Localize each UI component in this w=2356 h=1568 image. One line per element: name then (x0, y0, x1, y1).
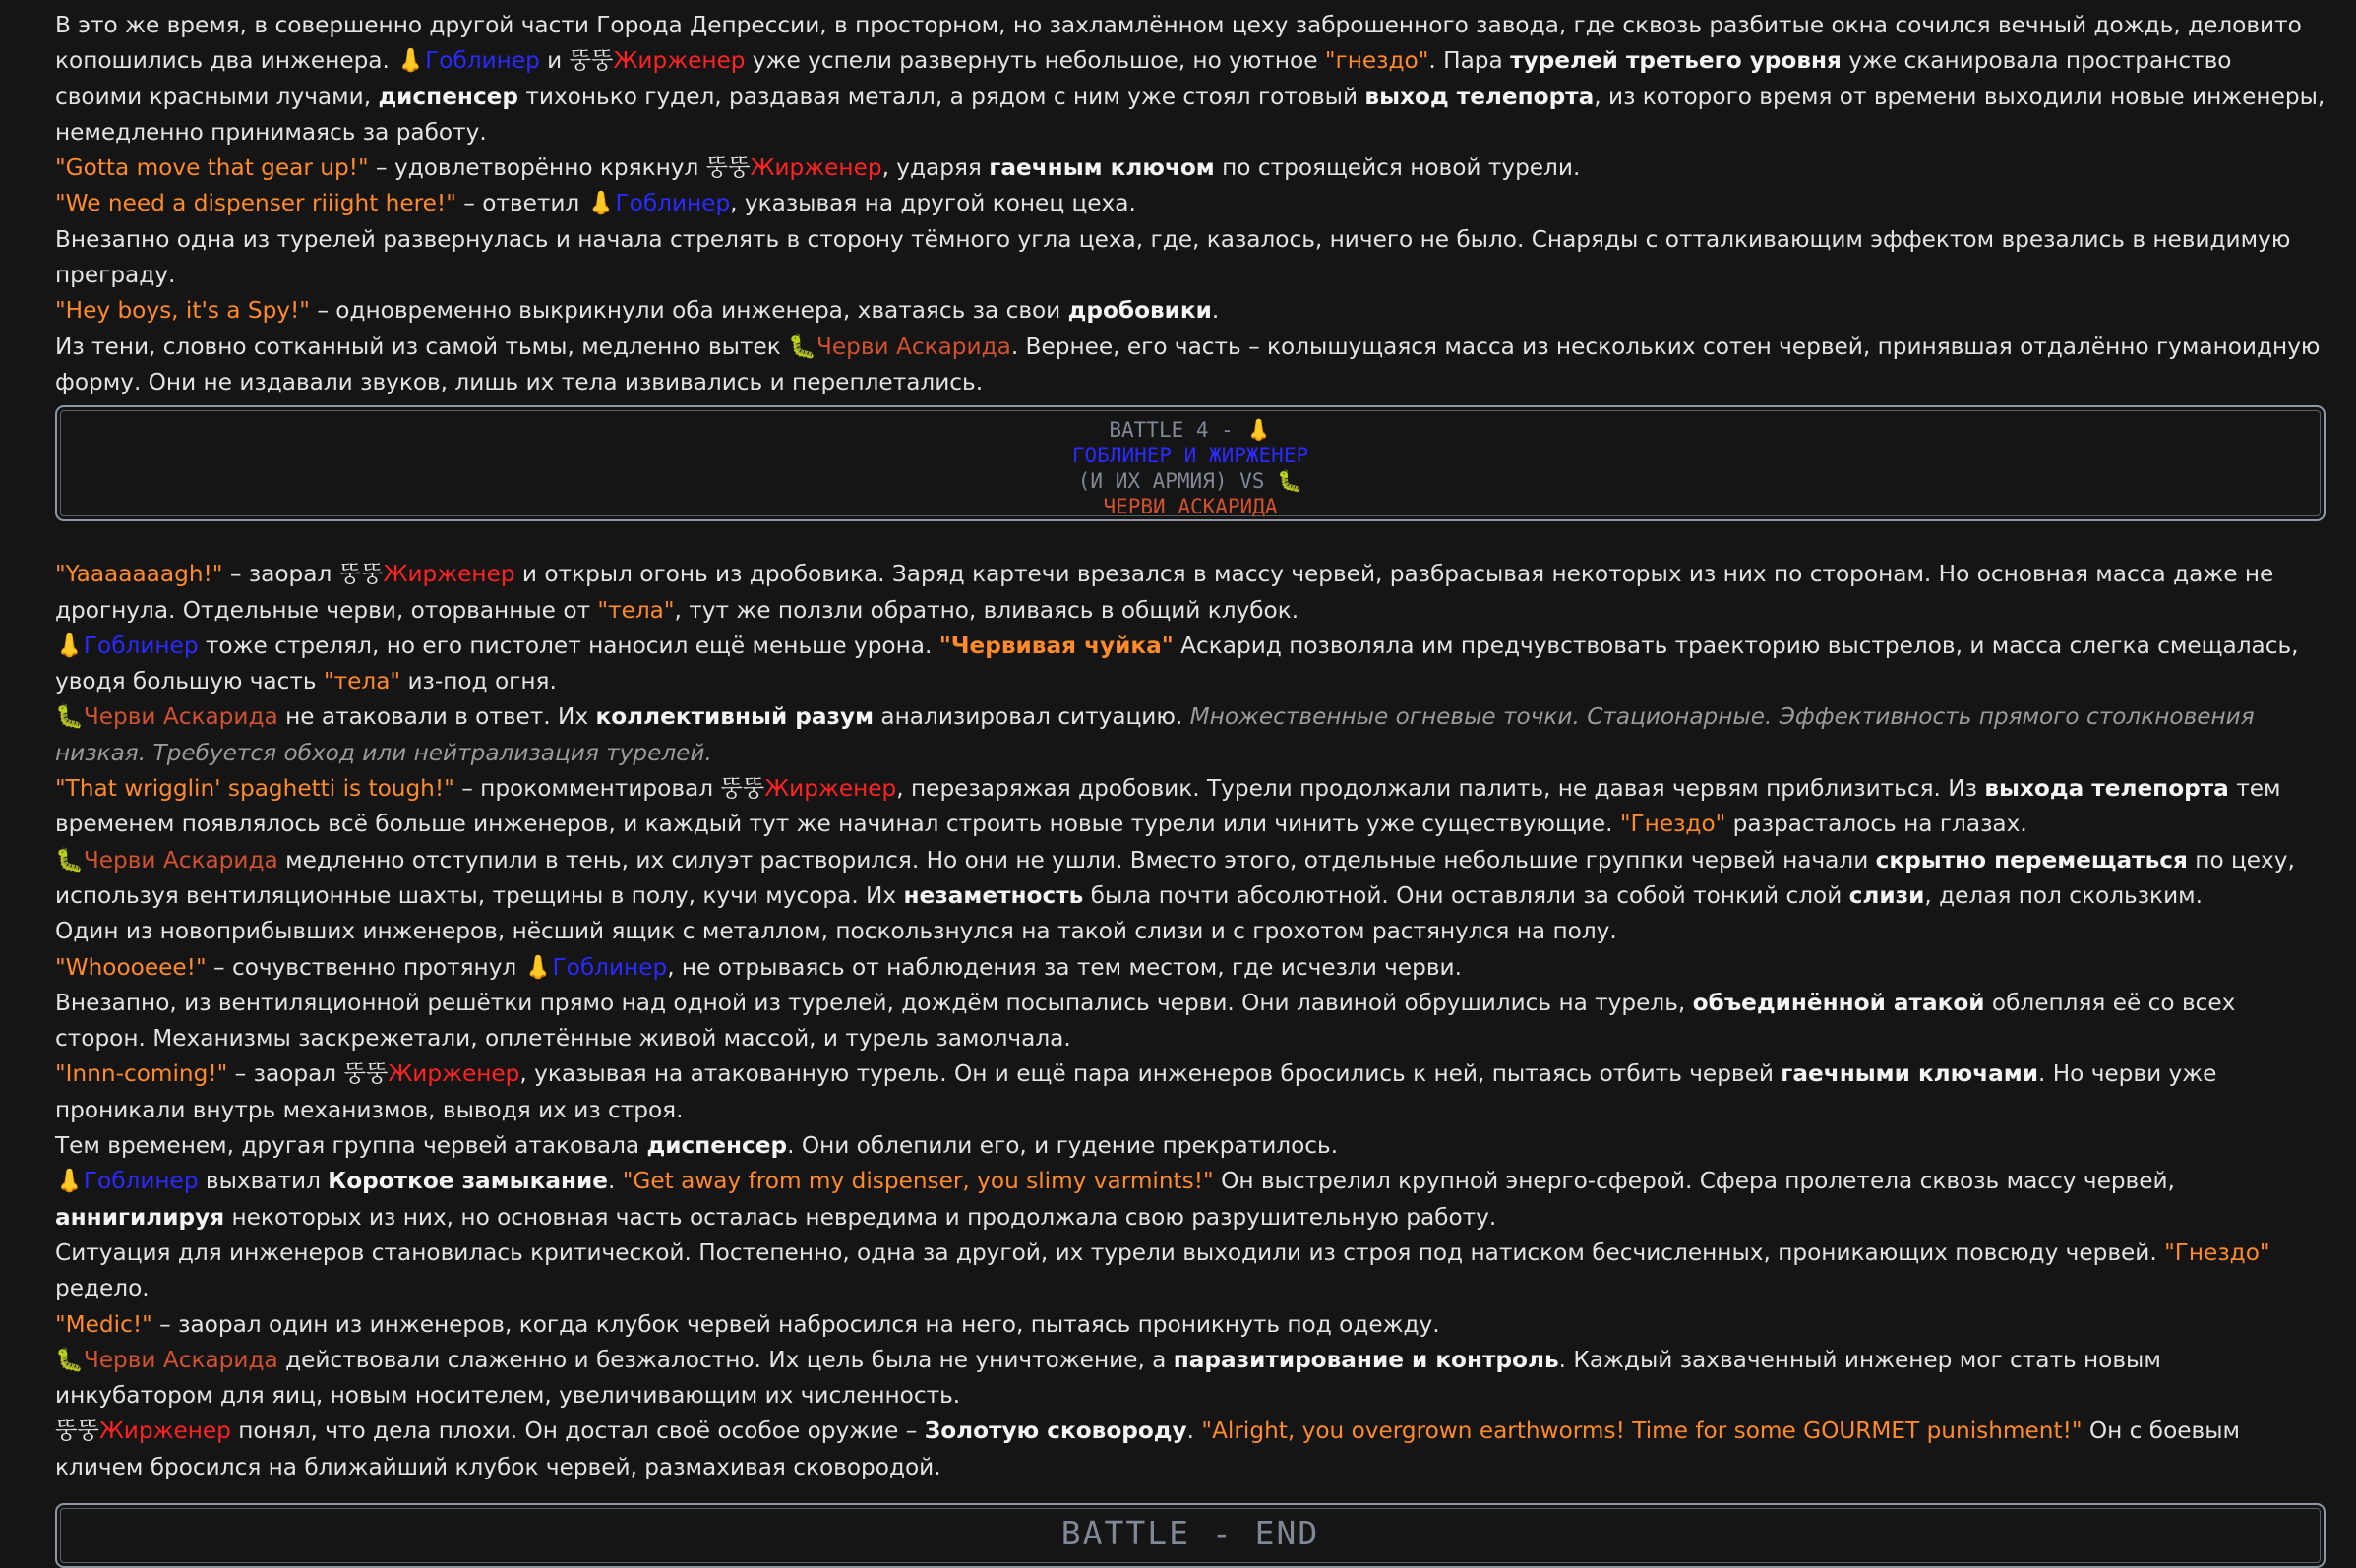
zhirzhener-name: Жирженер (613, 47, 746, 75)
goblin-icon: 👃 (396, 47, 426, 75)
narration: некоторых из них, но основная часть осталась невредима и продолжала свою разрушительную работу. (224, 1203, 1497, 1231)
worms-name: Черви Аскарида (83, 703, 278, 731)
narration: – одновременно выкрикнули оба инженера, хватаясь за свои (309, 297, 1068, 325)
zhirzhener-icon: 뚱뚱 (720, 775, 765, 803)
quote: "Гнездо" (2164, 1238, 2270, 1266)
goblinzhener-name: Гоблинер (615, 190, 731, 217)
goblin-icon: 👃 (586, 190, 616, 217)
quote: "We need a dispenser riiight here!" (55, 190, 456, 217)
narration: Внезапно, из вентиляционной решётки прямо над одной из турелей, дождём посыпались черви. Они лавиной обрушились на турель, (55, 989, 1693, 1016)
bold-term: коллективный разум (595, 703, 875, 731)
narration: уже сканировала пространство своими красными лучами, (55, 47, 2232, 110)
zhirzhener-icon: 뚱뚱 (569, 47, 614, 75)
narration: и (539, 47, 570, 75)
narration: Он с боевым кличем бросился на ближайший клубок червей, размахивая сковородой. (55, 1417, 2241, 1480)
narration: – заорал (227, 1060, 344, 1088)
narration: . Вернее, его часть – колышущаяся масса из нескольких сотен червей, принявшая отдалённо гуманоидную форму. Они не издавали звуков, лишь их тела извивались и переплетались. (55, 332, 2321, 395)
zhirzhener-icon: 뚱뚱 (705, 154, 751, 182)
narration: , делая пол скользким. (1924, 881, 2203, 909)
narration: , тут же ползли обратно, вливаясь в общий клубок. (674, 596, 1299, 624)
narration: В это же время, в совершенно другой части Города Депрессии, в просторном, но захламлённом цеху заброшенного завода, где сквозь разбитые окна сочился вечный дождь, деловито копошились два инженера. (55, 12, 2302, 75)
bold-term: диспенсер (646, 1132, 788, 1160)
paragraph: Один из новоприбывших инженеров, нёсший ящик с металлом, поскользнулся на такой слизи и с грохотом растянулся на полу. (55, 918, 1617, 945)
bold-term: дробовики (1067, 297, 1212, 325)
paragraph (55, 186, 2326, 221)
paragraph (55, 1307, 2326, 1343)
narration: по цеху, используя вентиляционные шахты, трещины в полу, кучи мусора. Их (55, 846, 2295, 909)
paragraph (55, 293, 2326, 329)
battle-start-banner (55, 405, 2326, 521)
narration: Из тени, словно сотканный из самой тьмы, медленно вытек (55, 332, 789, 360)
bold-term: выход телепорта (1364, 83, 1595, 110)
narration: , перезаряжая дробовик. Турели продолжали палить, не давая червям приблизиться. Из (896, 775, 1985, 803)
narration: . Пара (1428, 47, 1511, 75)
narration: понял, что дела плохи. Он достал своё особое оружие – (230, 1417, 925, 1445)
quote: "Yaaaaaaagh!" (55, 561, 223, 588)
battle-label: (И ИХ АРМИЯ) VS (1077, 469, 1278, 494)
goblinzhener-name: Гоблинер (83, 1168, 199, 1195)
bold-term: аннигилируя (55, 1203, 225, 1231)
quote: "Gotta move that gear up!" (55, 154, 369, 182)
bold-term: Золотую сковороду (924, 1417, 1187, 1445)
narration: редело. (55, 1275, 150, 1302)
narration: анализировал ситуацию. (874, 703, 1190, 731)
goblinzhener-name: Гоблинер (83, 632, 199, 659)
narration: тихонько гудел, раздавая металл, а рядом с ним уже стоял готовый (518, 83, 1365, 110)
paragraph (55, 151, 2326, 186)
narration: . Но черви уже проникали внутрь механизмов, выводя их из строя. (55, 1060, 2217, 1123)
paragraph (55, 629, 2326, 700)
narration: разрасталось на глазах. (1725, 811, 2027, 838)
narration: , ударяя (881, 154, 990, 182)
quote: "Гнездо" (1619, 811, 1726, 838)
worm-icon: 🐛 (788, 332, 816, 360)
narration: , не отрываясь от наблюдения за тем местом, где исчезли черви. (667, 953, 1462, 981)
bold-term: незаметность (903, 881, 1084, 909)
narration: . (1186, 1417, 1202, 1445)
zhirzhener-name: Жирженер (388, 1060, 520, 1088)
bold-term: слизи (1848, 881, 1925, 909)
goblinzhener-name: Гоблинер (552, 953, 668, 981)
bold-term: объединённой атакой (1692, 989, 1985, 1016)
quote: "тела" (323, 668, 401, 695)
narration: не атаковали в ответ. Их (277, 703, 596, 731)
goblinzhener-name: Гоблинер (425, 47, 540, 75)
bold-term: диспенсер (378, 83, 519, 110)
narration: Тем временем, другая группа червей атаковала (55, 1132, 647, 1160)
battle-title-line (57, 417, 2324, 443)
paragraph (55, 950, 2326, 986)
narration: из-под огня. (400, 668, 557, 695)
paragraph (55, 330, 2326, 401)
worms-name: Черви Аскарида (83, 846, 278, 874)
bold-term: паразитирование и контроль (1173, 1346, 1559, 1373)
narration: . Они облепили его, и гудение прекратилось. (787, 1132, 1339, 1160)
quote: "Hey boys, it's a Spy!" (55, 297, 310, 325)
worms-name: Черви Аскарида (83, 1346, 278, 1373)
worm-thought: Множественные огневые точки. Стационарные. Эффективность прямого столкновения низкая. Требуется обход или нейтрализация турелей. (55, 703, 2255, 766)
bold-term: скрытно перемещаться (1875, 846, 2188, 874)
battle-end-banner: BATTLE - END (55, 1503, 2326, 1568)
quote: "Whoooeee!" (55, 953, 207, 981)
worms-name: Черви Аскарида (816, 332, 1011, 360)
zhirzhener-name: Жирженер (764, 775, 897, 803)
zhirzhener-icon: 뚱뚱 (343, 1060, 389, 1088)
bold-term: гаечными ключами (1781, 1060, 2038, 1088)
narration: – заорал один из инженеров, когда клубок червей набросился на него, пытаясь проникнуть под одежду. (151, 1310, 1440, 1338)
zhirzhener-name: Жирженер (383, 561, 515, 588)
narration: медленно отступили в тень, их силуэт растворился. Но они не ушли. Вместо этого, отдельные небольшие группки червей начали (277, 846, 1876, 874)
paragraph (55, 557, 2326, 629)
zhirzhener-icon: 뚱뚱 (55, 1417, 99, 1445)
paragraph (55, 843, 2326, 915)
zhirzhener-name: Жирженер (750, 154, 882, 182)
paragraph: Внезапно одна из турелей развернулась и начала стрелять в сторону тёмного угла цеха, где, казалось, ничего не было. Снаряды с отталкивающим эффектом врезались в невидимую преграду. (55, 225, 2291, 289)
narration: Аскарид позволяла им предчувствовать траекторию выстрелов, и масса слегка смещалась, уводя большую часть (55, 632, 2299, 695)
paragraph (55, 771, 2326, 843)
narration: тоже стрелял, но его пистолет наносил ещё меньше урона. (198, 632, 939, 659)
narration: была почти абсолютной. Они оставляли за собой тонкий слой (1083, 881, 1849, 909)
narration: – сочувственно протянул (206, 953, 524, 981)
bold-term: выхода телепорта (1984, 775, 2229, 803)
worm-icon: 🐛 (55, 703, 84, 731)
goblin-icon: 👃 (55, 1168, 84, 1195)
paragraph (55, 699, 2326, 771)
quote: "Innn-coming!" (55, 1060, 228, 1088)
narration: – ответил (455, 190, 587, 217)
bold-term: турелей третьего уровня (1510, 47, 1842, 75)
narration: – прокомментировал (453, 775, 721, 803)
quote: "Get away from my dispenser, you slimy varmints!" (622, 1168, 1214, 1195)
goblin-icon: 👃 (55, 632, 84, 659)
narration: . Каждый захваченный инженер мог стать новым инкубатором для яиц, новым носителем, увеличивающим их численность. (55, 1346, 2161, 1410)
narration: выхватил (198, 1168, 329, 1195)
quote: "Medic!" (55, 1310, 152, 1338)
narration: и открыл огонь из дробовика. Заряд картечи врезался в массу червей, разбрасывая некоторых из них по сторонам. Но основная масса даже не дрогнула. Отдельные черви, оторванные от (55, 561, 2274, 624)
zhirzhener-name: Жирженер (98, 1417, 231, 1445)
battle-vs-line (57, 468, 2324, 494)
worm-icon: 🐛 (55, 1346, 84, 1373)
narration: – заорал (222, 561, 339, 588)
battle-team-line: ГОБЛИНЕР И ЖИРЖЕНЕР (1071, 444, 1309, 468)
quote: "гнездо" (1324, 47, 1429, 75)
narration: уже успели развернуть небольшое, но уютное (745, 47, 1325, 75)
narration: , указывая на атакованную турель. Он и ещё пара инженеров бросились к ней, пытаясь отбить червей (519, 1060, 1782, 1088)
narration: – удовлетворённо крякнул (368, 154, 706, 182)
worm-icon: 🐛 (55, 846, 84, 874)
narration: . (608, 1168, 623, 1195)
narration: облепляя её со всех сторон. Механизмы заскрежетали, оплетённые живой массой, и турель замолчала. (55, 989, 2236, 1053)
narration: по строящейся новой турели. (1214, 154, 1581, 182)
battle-enemy-line: ЧЕРВИ АСКАРИДА (1103, 495, 1278, 519)
worm-icon: 🐛 (1277, 469, 1303, 494)
zhirzhener-icon: 뚱뚱 (338, 561, 384, 588)
paragraph-intro (55, 8, 2326, 151)
paragraph (55, 1128, 2326, 1164)
story-log (55, 8, 2326, 1568)
quote: "тела" (597, 596, 675, 624)
bold-term: Короткое замыкание (328, 1168, 609, 1195)
narration: тем временем появлялось всё больше инженеров, и каждый тут же начинал строить новые турели или чинить уже существующие. (55, 775, 2281, 838)
paragraph (55, 1414, 2326, 1485)
bold-term: гаечным ключом (989, 154, 1215, 182)
quote: "Alright, you overgrown earthworms! Time for some GOURMET punishment!" (1201, 1417, 2083, 1445)
narration: , указывая на другой конец цеха. (730, 190, 1136, 217)
quote: "Червивая чуйка" (938, 632, 1174, 659)
narration: . (1211, 297, 1220, 325)
goblin-icon: 👃 (523, 953, 553, 981)
goblin-icon: 👃 (1245, 418, 1272, 443)
paragraph (55, 1164, 2326, 1236)
paragraph (55, 1343, 2326, 1415)
narration: , из которого время от времени выходили новые инженеры, немедленно принимаясь за работу. (55, 83, 2326, 146)
battle-label: BATTLE 4 - (1109, 418, 1246, 443)
paragraph (55, 986, 2326, 1057)
narration: действовали слаженно и безжалостно. Их цель была не уничтожение, а (277, 1346, 1174, 1373)
narration: Ситуация для инженеров становилась критической. Постепенно, одна за другой, их турели выходили из строя под натиском бесчисленных, проникающих повсюду червей. (55, 1238, 2165, 1266)
paragraph (55, 1056, 2326, 1128)
paragraph (55, 1236, 2326, 1307)
narration: Он выстрелил крупной энерго-сферой. Сфера пролетела сквозь массу червей, (1213, 1168, 2175, 1195)
quote: "That wrigglin' spaghetti is tough!" (55, 775, 454, 803)
